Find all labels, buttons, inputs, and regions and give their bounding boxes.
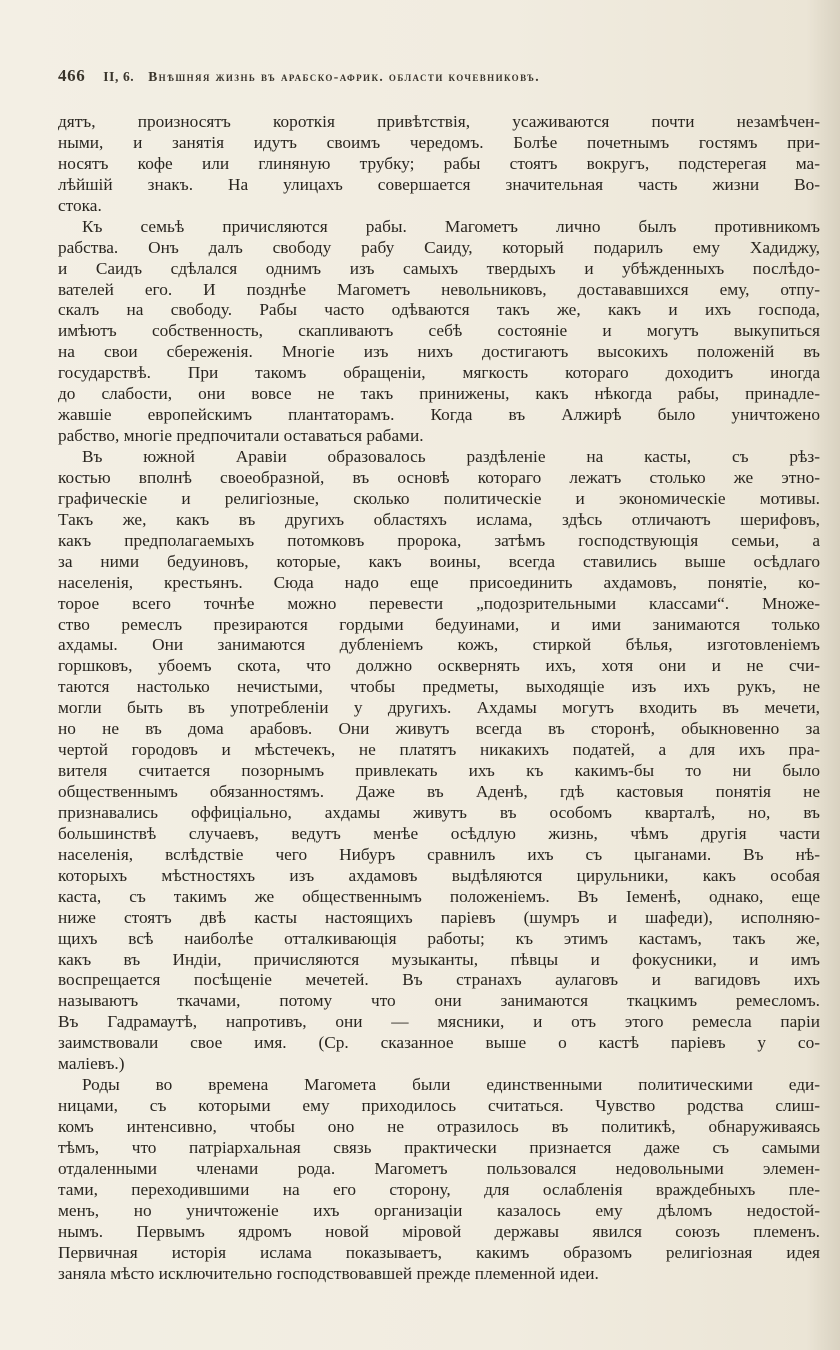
text-line: носятъ кофе или глиняную трубку; рабы стоятъ вокругъ, подстерегая ма- — [58, 153, 820, 173]
text-line: общественнымъ обязанностямъ. Даже въ Аденѣ, гдѣ кастовыя понятія не — [58, 782, 820, 801]
text-line: ство ремеслъ презираются гордыми бедуинами, и ими занимаются только — [58, 614, 820, 634]
text-line: могли быть въ употребленіи у другихъ. Ахдамы могутъ входить въ мечети, — [58, 698, 820, 718]
text-line: заимствовали свое имя. (Ср. сказанное выше о кастѣ паріевъ у со- — [58, 1033, 820, 1053]
text-line: и Саидъ сдѣлался однимъ изъ самыхъ твердыхъ и убѣжденныхъ послѣдо- — [58, 258, 820, 278]
text-line: нымъ. Первымъ ядромъ новой міровой державы явился союзъ племенъ. — [58, 1221, 820, 1241]
text-line: рабство, многіе предпочитали оставаться рабами. — [58, 426, 424, 446]
text-line: отдаленными членами рода. Магометъ пользовался недовольными элемен- — [58, 1158, 820, 1178]
text-line: лѣйшій знакъ. На улицахъ совершается значительная часть жизни Во- — [58, 174, 820, 194]
paragraph — [58, 1075, 820, 1284]
text-line: комъ интенсивно, чтобы оно не отразилось въ политикѣ, обнаруживаясь — [58, 1117, 820, 1136]
text-line: ницами, съ которыми ему приходилось считаться. Чувство родства слиш- — [58, 1096, 820, 1116]
text-line: ахдамы. Они занимаются дубленіемъ кожъ, стиркой бѣлья, изготовленіемъ — [58, 635, 820, 655]
text-line: называютъ ткачами, потому что они занимаются ткацкимъ ремесломъ. — [58, 991, 820, 1011]
text-body — [58, 112, 820, 1285]
text-line: тами, переходившими на его сторону, для ослабленія враждебныхъ пле- — [58, 1179, 820, 1199]
text-line: менъ, но уничтоженіе ихъ организаціи казалось ему дѣломъ недостой- — [58, 1200, 820, 1220]
text-line: до слабости, они вовсе не такъ принижены, какъ нѣкогда рабы, принадле- — [58, 384, 820, 404]
text-line: стока. — [58, 195, 102, 215]
text-line: Первичная исторія ислама показываетъ, какимъ образомъ религіозная идея — [58, 1242, 820, 1262]
text-line: скалъ на свободу. Рабы часто одѣваются такъ же, какъ и ихъ господа, — [58, 300, 820, 320]
text-line: ными, и занятія идутъ своимъ чередомъ. Болѣе почетнымъ гостямъ при- — [58, 132, 820, 152]
text-line: населенія, вслѣдствіе чего Нибуръ сравнилъ ихъ съ цыганами. Въ нѣ- — [58, 844, 820, 864]
text-line: рабства. Онъ далъ свободу рабу Саиду, который подарилъ ему Хадиджу, — [58, 237, 820, 257]
text-line: ниже стоятъ двѣ касты настоящихъ паріевъ (шумръ и шафеди), исполняю- — [58, 907, 820, 927]
text-line: маліевъ.) — [58, 1054, 125, 1074]
text-line: заняла мѣсто исключительно господствовавшей прежде племенной идеи. — [58, 1263, 599, 1283]
page-number: 466 — [58, 66, 86, 85]
text-line: вателей его. И позднѣе Магометъ невольниковъ, достававшихся ему, отпу- — [58, 279, 820, 299]
text-line: жавшіе европейскимъ плантаторамъ. Когда въ Алжирѣ было уничтожено — [58, 405, 820, 425]
text-line: воспрещается посѣщеніе мечетей. Въ странахъ аулаговъ и вагидовъ ихъ — [58, 970, 820, 990]
text-line: государствѣ. При такомъ обращеніи, мягкость котораго доходитъ иногда — [58, 363, 820, 383]
text-line: щихъ всѣ наиболѣе отталкивающія работы; къ этимъ кастамъ, такъ же, — [58, 928, 820, 948]
text-line: большинствѣ случаевъ, ведутъ менѣе осѣдлую жизнь, чѣмъ другія части — [58, 823, 820, 843]
paragraph — [58, 217, 820, 447]
running-header — [58, 66, 818, 86]
text-line: Въ южной Аравіи образовалось раздѣленіе на касты, съ рѣз- — [82, 447, 820, 466]
text-line: населенія, крестьянъ. Сюда надо еще присоединить ахдамовъ, понятіе, ко- — [58, 572, 820, 592]
running-title: Внѣшняя жизнь въ арабско-африк. области кочевниковъ. — [148, 69, 541, 84]
paragraph — [58, 447, 820, 1075]
paragraph — [58, 112, 820, 217]
text-line: каста, съ такимъ же общественнымъ положеніемъ. Въ Іеменѣ, однако, еще — [58, 886, 820, 906]
text-line: которыхъ мѣстностяхъ изъ ахдамовъ выдѣляются цирульники, какъ особая — [58, 865, 820, 885]
text-line: чертой городовъ и мѣстечекъ, не платятъ никакихъ податей, а для ихъ пра- — [58, 740, 820, 760]
text-line: Въ Гадрамаутѣ, напротивъ, они — мясники, и отъ этого ремесла паріи — [58, 1012, 820, 1032]
text-line: Роды во времена Магомета были единственными политическими еди- — [82, 1075, 820, 1095]
text-line: какъ въ Индіи, причисляются музыканты, пѣвцы и фокусники, и имъ — [58, 949, 820, 969]
text-line: тѣмъ, что патріархальная связь практически признается даже съ самыми — [58, 1137, 820, 1157]
text-line: на свои сбереженія. Многіе изъ нихъ достигаютъ высокихъ положеній въ — [58, 342, 820, 362]
section-number: II, 6. — [103, 69, 135, 84]
text-line: костью вполнѣ своеобразной, въ основѣ котораго лежатъ столько же этно- — [58, 467, 820, 487]
text-line: дятъ, произносятъ короткія привѣтствія, усаживаются почти незамѣчен- — [58, 112, 820, 131]
text-line: торое всего точнѣе можно перевести „подозрительными классами“. Множе- — [58, 593, 820, 613]
text-line: признавались оффиціально, ахдамы живутъ въ особомъ кварталѣ, но, въ — [58, 802, 820, 822]
text-line: но не въ дома арабовъ. Они живутъ всегда въ сторонѣ, обыкновенно за — [58, 719, 820, 739]
text-line: какъ предполагаемыхъ потомковъ пророка, затѣмъ господствующія семьи, а — [58, 530, 820, 550]
text-line: таются настолько нечистыми, чтобы предметы, выходящіе изъ ихъ рукъ, не — [58, 677, 820, 697]
text-line: графическіе и религіозные, сколько политическіе и экономическіе мотивы. — [58, 488, 820, 508]
text-line: Къ семьѣ причисляются рабы. Магометъ лично былъ противникомъ — [82, 216, 820, 236]
text-line: вителя считается позорнымъ привлекать ихъ къ какимъ-бы то ни было — [58, 761, 820, 781]
text-line: горшковъ, убоемъ скота, что должно осквернять ихъ, хотя они и не счи- — [58, 656, 820, 676]
text-line: за ними бедуиновъ, которые, какъ воины, всегда ставились выше осѣдлаго — [58, 551, 820, 571]
text-line: Такъ же, какъ въ другихъ областяхъ ислама, здѣсь отличаютъ шерифовъ, — [58, 509, 820, 529]
text-line: имѣютъ собственность, скапливаютъ себѣ состояніе и могутъ выкупиться — [58, 321, 820, 341]
